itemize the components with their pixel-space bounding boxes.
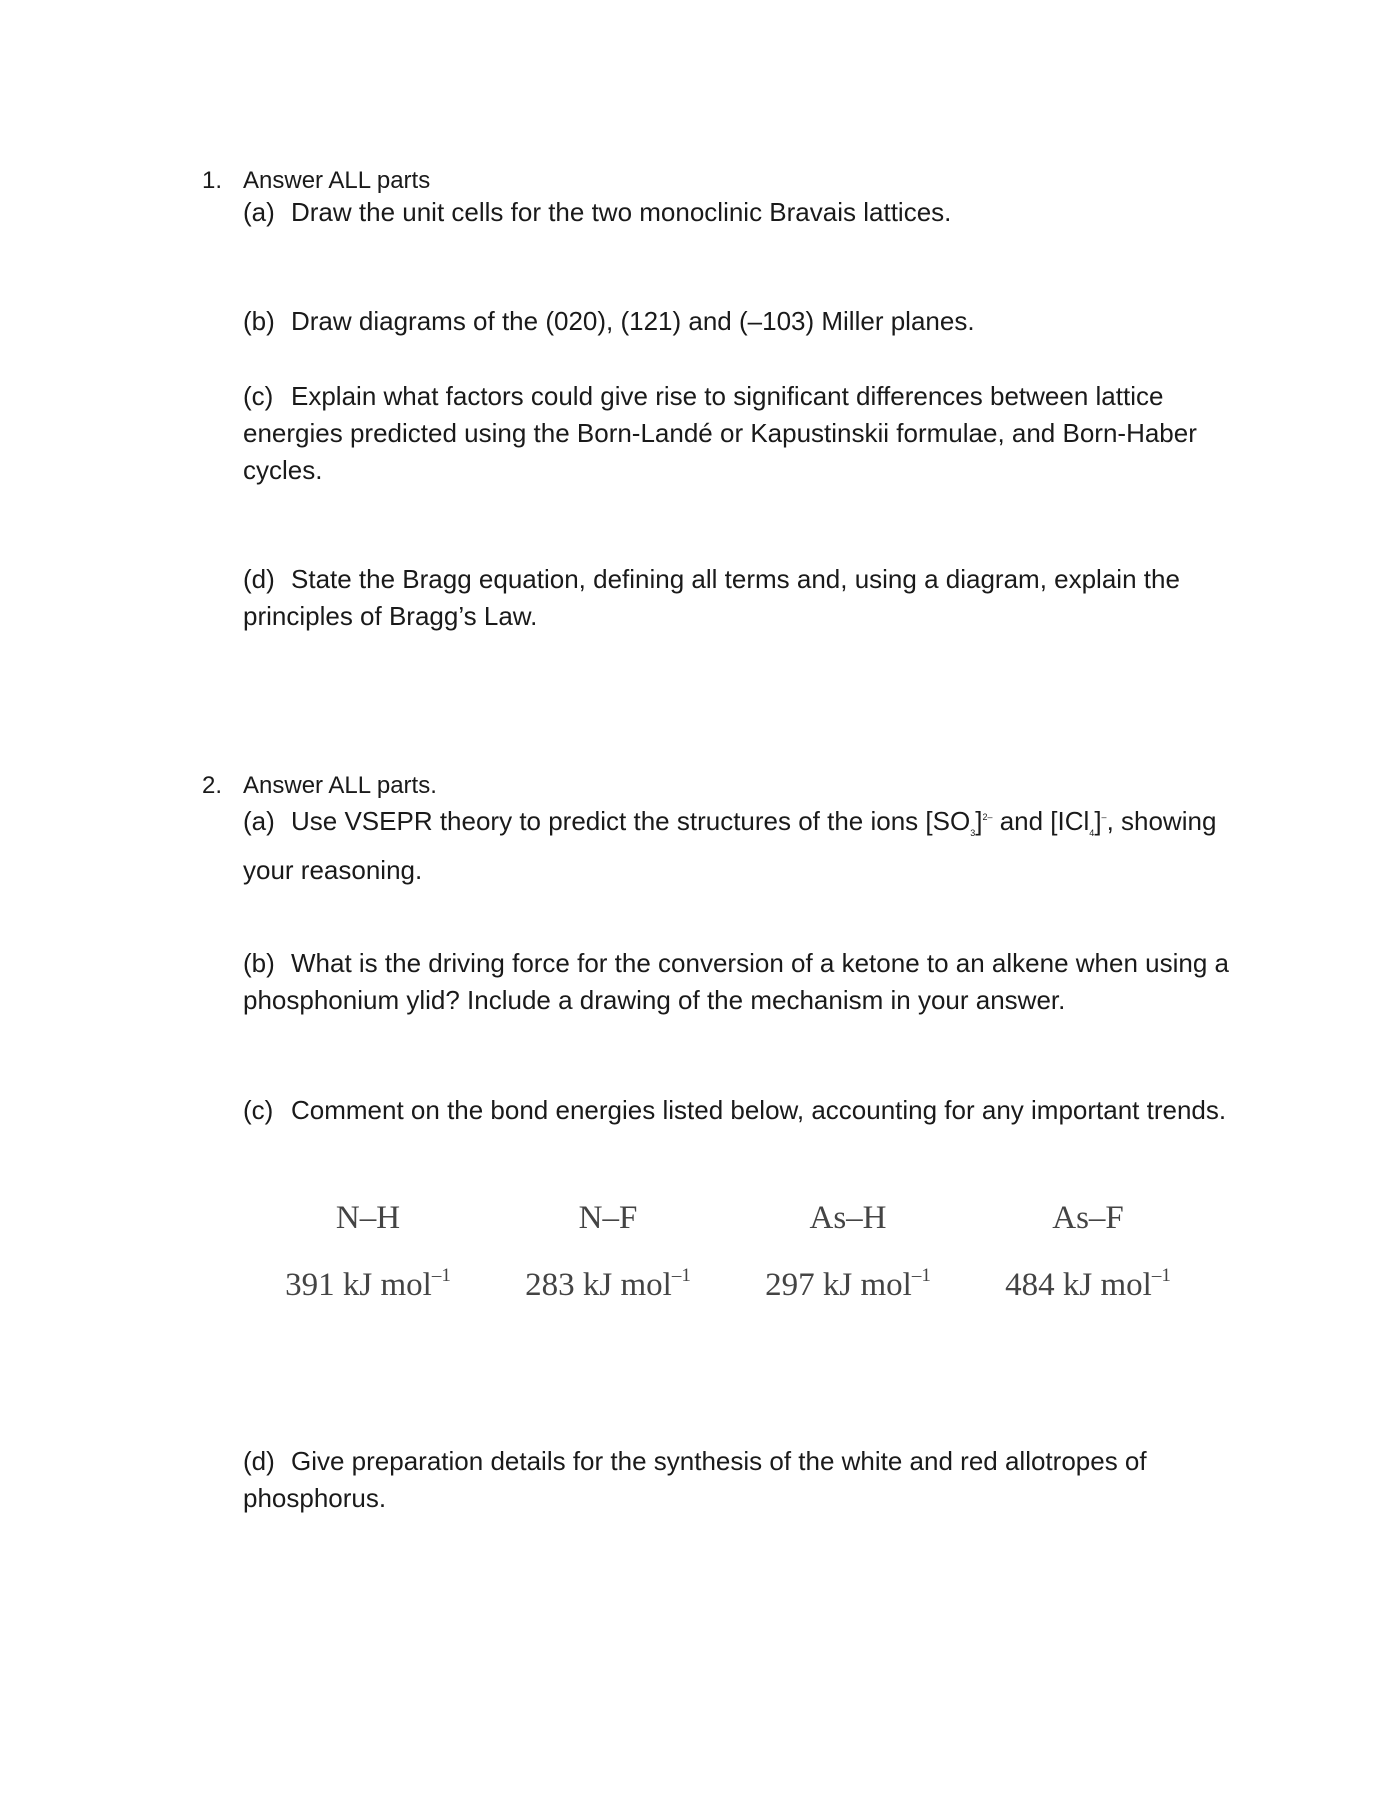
part-text-post: , showing your reasoning. <box>243 806 1217 885</box>
question-2-number: 2. <box>202 772 223 799</box>
bond-energy-table <box>248 1198 1208 1305</box>
energy-unit: kJ mol <box>822 1267 912 1303</box>
energy-unit: kJ mol <box>582 1267 672 1303</box>
part-label: (c) <box>243 1095 274 1125</box>
part-text: Use VSEPR theory to predict the structures of the ions [SO <box>291 806 971 836</box>
energy-number: 484 <box>1005 1267 1055 1303</box>
energy-unit-exponent: –1 <box>671 1265 691 1286</box>
question-1-number: 1. <box>202 167 223 194</box>
part-text: Draw the unit cells for the two monoclinic Bravais lattices. <box>291 197 952 227</box>
bond-name: N–F <box>578 1200 638 1236</box>
energy-number: 391 <box>285 1267 335 1303</box>
energy-unit-exponent: –1 <box>431 1265 451 1286</box>
part-label: (d) <box>243 1446 275 1476</box>
so3-close-bracket: ] <box>975 806 983 836</box>
energy-number: 283 <box>525 1267 575 1303</box>
bond-names-row <box>248 1198 1208 1238</box>
question-1-part-d <box>243 561 1243 635</box>
bond-values-row <box>248 1256 1208 1305</box>
question-1-part-c <box>243 378 1243 489</box>
part-label: (a) <box>243 197 275 227</box>
icl4-close-bracket: ] <box>1094 806 1102 836</box>
part-label: (c) <box>243 381 274 411</box>
part-text: Give preparation details for the synthesis of the white and red allotropes of phosphorus. <box>243 1446 1147 1513</box>
part-label: (a) <box>243 806 275 836</box>
part-text: What is the driving force for the conversion of a ketone to an alkene when using a phosphonium ylid? Include a drawing of the mechanism in your answer. <box>243 948 1229 1015</box>
energy-unit-exponent: –1 <box>1151 1265 1171 1286</box>
energy-unit: kJ mol <box>1062 1267 1152 1303</box>
question-2-part-c <box>243 1092 1243 1129</box>
bond-energy-value <box>248 1256 488 1305</box>
question-1-part-b <box>243 303 1243 340</box>
energy-unit-exponent: –1 <box>911 1265 931 1286</box>
question-2-part-b <box>243 945 1243 1019</box>
part-label: (d) <box>243 564 275 594</box>
part-text: Draw diagrams of the (020), (121) and (–103) Miller planes. <box>291 306 975 336</box>
part-text: Explain what factors could give rise to significant differences between lattice energies predicted using the Born-Landé or Kapustinskii formulae, and Born-Haber cycles. <box>243 381 1197 485</box>
energy-unit: kJ mol <box>342 1267 432 1303</box>
energy-number: 297 <box>765 1267 815 1303</box>
part-text: State the Bragg equation, defining all terms and, using a diagram, explain the principles of Bragg’s Law. <box>243 564 1180 631</box>
bond-energy-value <box>728 1256 968 1305</box>
question-2-part-a <box>243 799 1243 889</box>
so3-charge: 2– <box>982 812 993 822</box>
icl4-subscript: 4 <box>1089 828 1095 838</box>
part-text-mid: and [ICl <box>992 806 1090 836</box>
bond-name: As–F <box>1052 1200 1124 1236</box>
question-1-part-a <box>243 194 1243 231</box>
bond-energy-value <box>968 1256 1208 1305</box>
part-label: (b) <box>243 306 275 336</box>
question-2-heading: Answer ALL parts. <box>243 772 437 799</box>
so3-subscript: 3 <box>970 828 976 838</box>
bond-energy-value <box>488 1256 728 1305</box>
question-2-part-d <box>243 1443 1243 1517</box>
icl4-charge: – <box>1101 812 1107 822</box>
bond-name: N–H <box>335 1200 401 1236</box>
part-label: (b) <box>243 948 275 978</box>
bond-name: As–H <box>809 1200 887 1236</box>
part-text: Comment on the bond energies listed below, accounting for any important trends. <box>291 1095 1227 1125</box>
question-1-heading: Answer ALL parts <box>243 167 431 194</box>
